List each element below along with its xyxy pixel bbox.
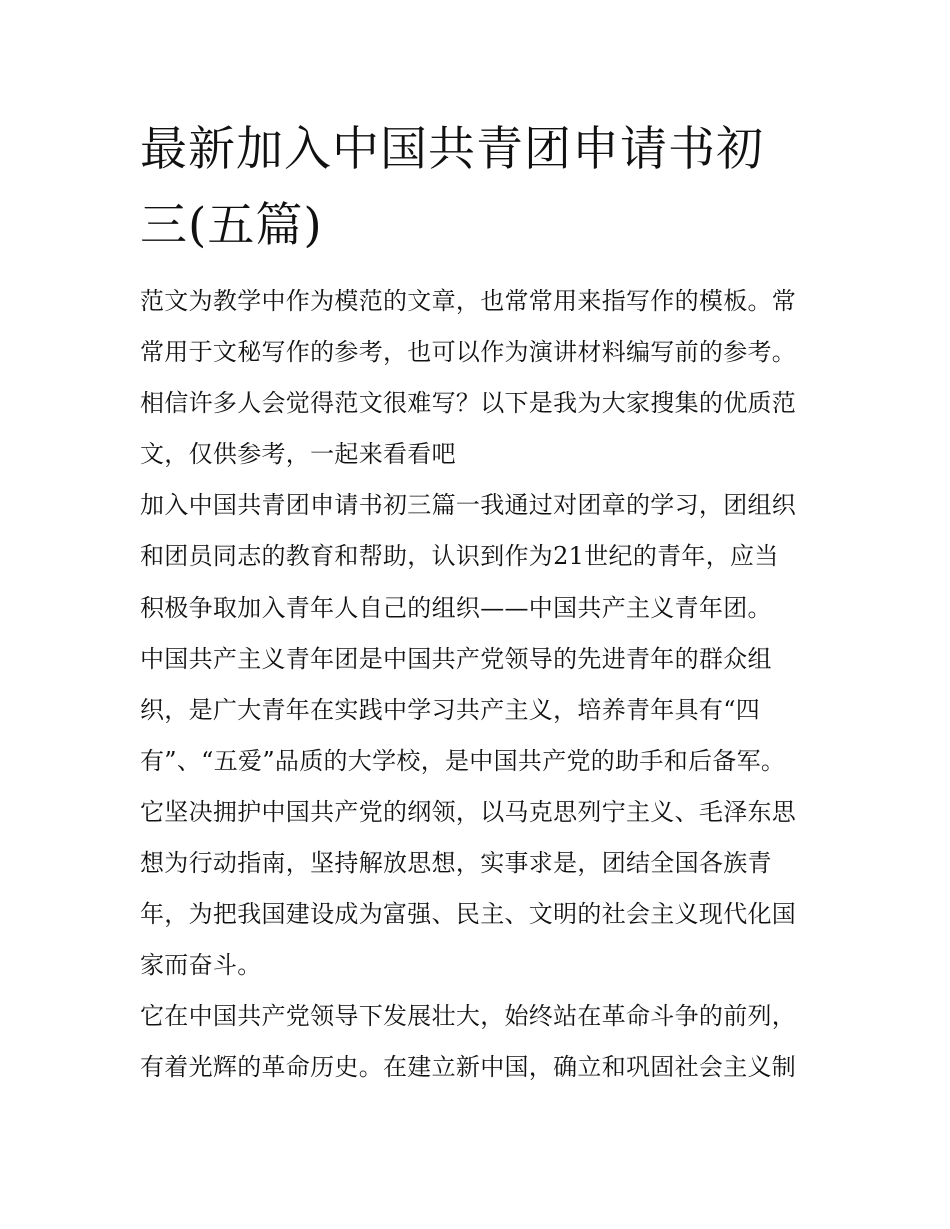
body-line: 它坚决拥护中国共产党的纲领，以马克思列宁主义、毛泽东思 xyxy=(140,797,797,826)
body-line: 文，仅供参考，一起来看看吧 xyxy=(140,440,456,469)
body-line: 加入中国共青团申请书初三篇一我通过对团章的学习，团组织 xyxy=(140,491,797,520)
body-line: 年，为把我国建设成为富强、民主、文明的社会主义现代化国 xyxy=(140,900,797,929)
body-line: 常用于文秘写作的参考，也可以作为演讲材料编写前的参考。 xyxy=(140,338,797,367)
body-line: 和团员同志的教育和帮助，认识到作为21世纪的青年，应当 xyxy=(140,542,779,571)
body-line: 相信许多人会觉得范文很难写？以下是我为大家搜集的优质范 xyxy=(140,389,797,418)
document-title xyxy=(140,112,820,264)
body-line: 中国共产主义青年团是中国共产党领导的先进青年的群众组 xyxy=(140,644,772,673)
title-line: 最新加入中国共青团申请书初 xyxy=(140,122,764,177)
body-line: 积极争取加入青年人自己的组织——中国共产主义青年团。 xyxy=(140,593,772,622)
document-body xyxy=(140,276,830,1094)
body-line: 范文为教学中作为模范的文章，也常常用来指写作的模板。常 xyxy=(140,287,797,315)
body-line: 织，是广大青年在实践中学习共产主义，培养青年具有“四 xyxy=(140,695,761,724)
title-line: 三(五篇) xyxy=(140,198,323,253)
body-line: 家而奋斗。 xyxy=(140,951,262,980)
body-line: 有着光辉的革命历史。在建立新中国，确立和巩固社会主义制 xyxy=(140,1053,797,1082)
body-line: 想为行动指南，坚持解放思想，实事求是，团结全国各族青 xyxy=(140,849,772,878)
body-line: 它在中国共产党领导下发展壮大，始终站在革命斗争的前列， xyxy=(140,1002,797,1031)
body-line: 有”、“五爱”品质的大学校，是中国共产党的助手和后备军。 xyxy=(140,746,786,775)
